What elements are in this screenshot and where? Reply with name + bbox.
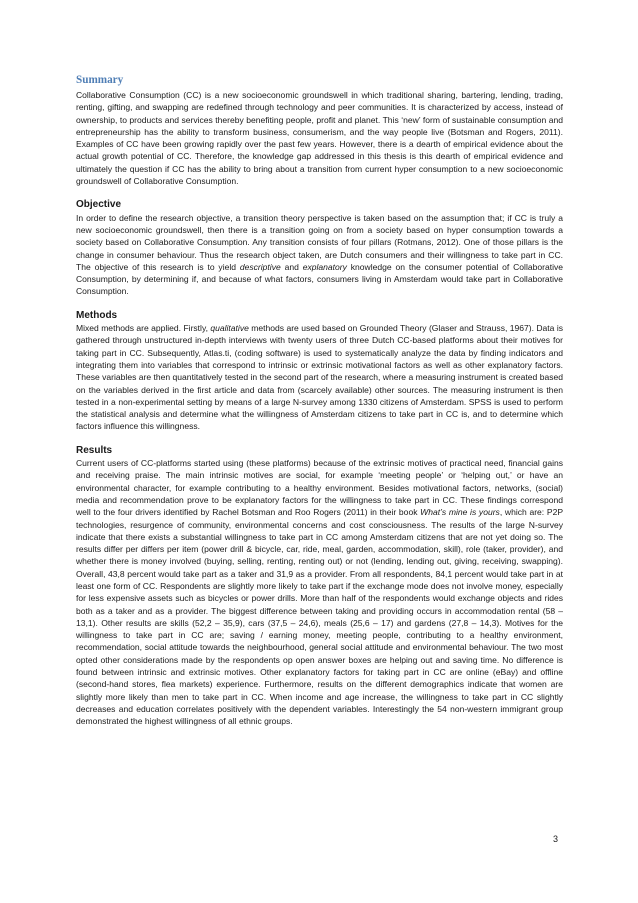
objective-emphasis-descriptive: descriptive: [239, 261, 281, 272]
summary-heading: Summary: [76, 74, 124, 86]
methods-text-1: Mixed methods are applied. Firstly,: [76, 323, 211, 334]
methods-text-2: methods are used based on Grounded Theory (Glaser and Strauss, 1967). Data is gathered through unstructured in-depth interviews with twenty users of three Dutch CC-based platforms about their motives for taking part in CC. Subsequently, Atlas.ti, (coding software) is used to systematically analyze the data by finding indicators and integrating them into variables that correspond to intrinsic or extrinsic motivational factors as well as other explanatory factors. These variables are then quantitatively tested in the second part of the research, where a measuring instrument is created based on the variables derived in the first article and data from (scarcely available) other sources. The measuring instrument is then tested in a non-experimental setting by means of a large N-survey among 1330 citizens of Amsterdam. SPSS is used to perform the statistical analysis and determine what the willingness of Amsterdam citizens to take part in CC is, and to determine which factors influence this willingness.: [76, 323, 563, 432]
objective-text-1: In order to define the research objective, a transition theory perspective is taken based on the assumption that; if CC is truly a new socioeconomic groundswell, then there is a transition going on from a society based on hyper consumption towards a society based on Collaborative Consumption. Any transition consists of four pillars (Rotmans, 2012). One of those pillars is the change in consumer behaviour. Thus the research object taken, are Dutch consumers and their willingness to take part in CC. The objective of this research is to yield: [76, 212, 563, 272]
results-text-1: Current users of CC-platforms started using (these platforms) because of the extrinsic motives of practical need, financial gains and receiving praise. The main intrinsic motives are social, for example ‘meeting people’ or ‘helping out,’ or have an environmental character, for example contributing to a healthy environment. Besides motivational factors, networks, (social) media and recommendation prove to be explanatory factors for the willingness to take part in CC. These findings correspond well to the four drivers identified by Rachel Botsman and Roo Rogers (2011) in their book: [76, 458, 563, 518]
methods-heading: Methods: [76, 309, 118, 321]
methods-paragraph: [76, 322, 563, 433]
methods-emphasis-qualitative: qualitative: [210, 323, 249, 334]
objective-emphasis-explanatory: explanatory: [302, 261, 347, 272]
page-number: 3: [553, 834, 559, 844]
results-heading: Results: [76, 444, 113, 456]
section-gap: [76, 187, 563, 199]
section-gap: [76, 298, 563, 310]
objective-text-2: and: [280, 261, 303, 272]
results-paragraph: [76, 457, 563, 728]
results-emphasis-book-title: What’s mine is yours: [420, 507, 500, 518]
objective-heading: Objective: [76, 199, 122, 211]
results-text-2: , which are: P2P technologies, resurgence of community, environmental concerns and cost consciousness. The results of the large N-survey indicate that there exists a substantial willingness to take part in CC among Amsterdam citizens that are not yet doing so. The results differ per differs per item (power drill & bicycle, car, ride, meal, garden, accommodation, skill), role (taker, provider), and whether there is money involved (buying, selling, renting, renting out) or not (lending, lending out, giving, receiving, swapping). Overall, 43,8 percent would take part as a taker and 31,9 as a provider. From all respondents, 84,1 percent would take part in at least one form of CC. Respondents are slightly more likely to take part if the exchange mode does not involve money, especially for less expensive assets such as bicycles or power drills. More than half of the respondents would exchange objects and rides both as a taker and as a provider. The biggest difference between taking and providing occurs in accommodation rental (58 – 13,1). Other results are skills (52,2 – 35,9), cars (37,5 – 24,6), meals (25,6 – 17) and gardens (27,8 – 14,3). Motives for the willingness to take part in CC are; saving / earning money, meeting people, contributing to a healthy environment, recommendation, social attitude towards the neighbourhood, general social attitude and environmental behaviour. The two most opted other considerations made by the respondents op open answer boxes are helping out and saving time. No difference is found between intrinsic and extrinsic motives. Other explanatory factors for taking part in CC are online (eBay) and offline (second-hand stores, flea markets) experience. Furthermore, results on the different demographics indicate that women are slightly more likely than men to take part in CC. When income and age increase, the willingness to take part in CC slightly decreases and education correlates positively with the dependent variables. Interestingly the 54 non-western immigrant group demonstrated the highest willingness of all ethnic groups.: [76, 507, 564, 727]
objective-paragraph: [76, 212, 563, 298]
page-content: [76, 73, 563, 728]
section-gap: [76, 433, 563, 445]
objective-text-3: knowledge on the consumer potential of Collaborative Consumption, by determining if, and because of what factors, consumers living in Amsterdam would take part in Collaborative Consumption.: [76, 261, 563, 297]
summary-paragraph: Collaborative Consumption (CC) is a new socioeconomic groundswell in which traditional sharing, bartering, lending, trading, renting, gifting, and swapping are redefined through technology and peer communities. It is characterized by access, instead of ownership, to products and services thereby benefiting people, profit and planet. This ‘new’ form of sustainable consumption and entrepreneurship has the ability to transform business, consumerism, and the way people live (Botsman and Rogers, 2011). Examples of CC have been growing rapidly over the past few years. However, there is a dearth of empirical evidence about the actual growth potential of CC. Therefore, the knowledge gap addressed in this thesis is this dearth of empirical evidence and ultimately the question if CC has the ability to bring about a transition from current hyper consumption to a new socioeconomic groundswell of Collaborative Consumption.: [76, 90, 563, 187]
